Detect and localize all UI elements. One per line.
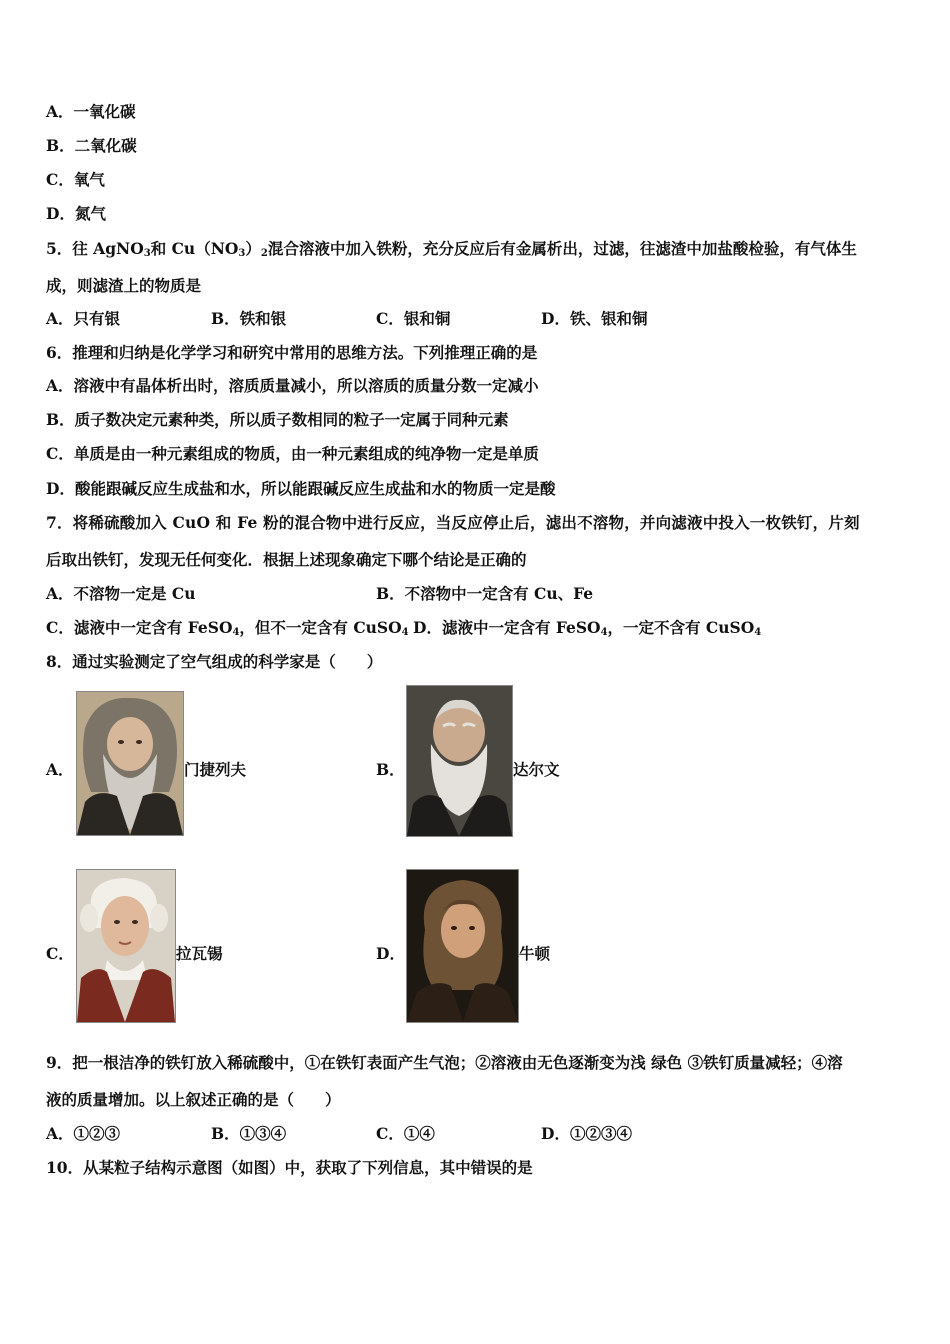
q5-stem-line2: 成，则滤渣上的物质是 bbox=[46, 276, 202, 295]
q8-option-c-name: 拉瓦锡 bbox=[176, 944, 223, 963]
newton-portrait bbox=[406, 869, 519, 1023]
q9-option-a: A．①②③ bbox=[46, 1124, 121, 1143]
q7-option-b: B．不溶物中一定含有 Cu、Fe bbox=[376, 584, 594, 603]
q8-option-d-letter: D． bbox=[376, 944, 405, 963]
q8-option-a-letter: A． bbox=[46, 760, 74, 779]
q8-option-d-name: 牛顿 bbox=[519, 944, 551, 963]
q8-option-c-letter: C． bbox=[46, 944, 74, 963]
q7-stem-line1: 7．将稀硫酸加入 CuO 和 Fe 粉的混合物中进行反应，当反应停止后，滤出不溶物，并向滤液中投入一枚铁钉，片刻 bbox=[46, 513, 860, 532]
q4-option-a: A．一氧化碳 bbox=[46, 102, 136, 121]
mendeleev-portrait bbox=[76, 691, 184, 836]
q9-stem-line1: 9．把一根洁净的铁钉放入稀硫酸中，①在铁钉表面产生气泡；②溶液由无色逐渐变为浅 绿色 ③铁钉质量减轻；④溶 bbox=[46, 1053, 843, 1072]
q10-stem: 10．从某粒子结构示意图（如图）中，获取了下列信息，其中错误的是 bbox=[46, 1158, 533, 1177]
q4-option-c: C．氧气 bbox=[46, 170, 105, 189]
q6-stem: 6．推理和归纳是化学学习和研究中常用的思维方法。下列推理正确的是 bbox=[46, 343, 538, 362]
q4-option-d: D．氮气 bbox=[46, 204, 106, 223]
q8-option-b-name: 达尔文 bbox=[513, 760, 560, 779]
q6-option-c: C．单质是由一种元素组成的物质，由一种元素组成的纯净物一定是单质 bbox=[46, 444, 539, 463]
q5-option-b: B．铁和银 bbox=[211, 309, 287, 328]
darwin-portrait bbox=[406, 685, 513, 837]
q7-option-d: D．滤液中一定含有 FeSO$_4$，一定不含有 CuSO$_4$ bbox=[413, 618, 762, 638]
q7-option-c: C．滤液中一定含有 FeSO$_4$，但不一定含有 CuSO$_4$ bbox=[46, 618, 409, 638]
q5-option-d: D．铁、银和铜 bbox=[541, 309, 648, 328]
q5-option-a: A．只有银 bbox=[46, 309, 121, 328]
q9-option-c: C．①④ bbox=[376, 1124, 435, 1143]
q8-option-a-name: 门捷列夫 bbox=[184, 760, 247, 779]
q9-stem-line2: 液的质量增加。以上叙述正确的是（ ） bbox=[46, 1090, 341, 1109]
q7-stem-line2: 后取出铁钉，发现无任何变化．根据上述现象确定下哪个结论是正确的 bbox=[46, 550, 527, 569]
q9-option-d: D．①②③④ bbox=[541, 1124, 632, 1143]
q8-option-b-letter: B． bbox=[376, 760, 405, 779]
q6-option-a: A．溶液中有晶体析出时，溶质质量减小，所以溶质的质量分数一定减小 bbox=[46, 376, 539, 395]
q5-option-c: C．银和铜 bbox=[376, 309, 451, 328]
lavoisier-portrait bbox=[76, 869, 176, 1023]
q7-option-a: A．不溶物一定是 Cu bbox=[46, 584, 196, 603]
q4-option-b: B．二氧化碳 bbox=[46, 136, 137, 155]
q5-stem-line1: 5．往 AgNO$_3$和 $Cu(NO_3)_2$混合溶液中加入铁粉，充分反应后有金属析出，过滤，往滤渣中加盐酸检验，有气体生 bbox=[46, 239, 857, 259]
q9-option-b: B．①③④ bbox=[211, 1124, 287, 1143]
q8-stem: 8．通过实验测定了空气组成的科学家是（ ） bbox=[46, 652, 383, 671]
q6-option-b: B．质子数决定元素种类，所以质子数相同的粒子一定属于同种元素 bbox=[46, 410, 509, 429]
q6-option-d: D．酸能跟碱反应生成盐和水，所以能跟碱反应生成盐和水的物质一定是酸 bbox=[46, 479, 556, 498]
